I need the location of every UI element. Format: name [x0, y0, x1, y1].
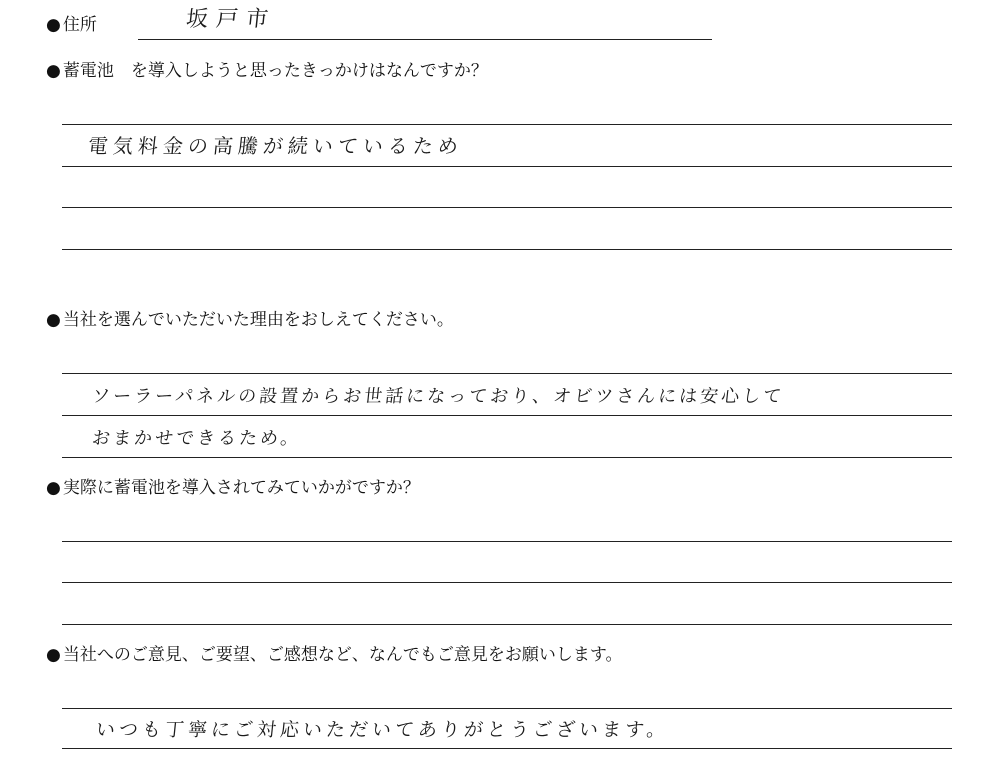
answer-reason-line-1: ソーラーパネルの設置からお世話になっており、オビツさんには安心して: [90, 386, 786, 407]
question-impression-label: 実際に蓄電池を導入されてみていかがですか？: [62, 478, 420, 498]
address-underline: [138, 39, 712, 40]
bullet-icon: ●: [46, 310, 61, 330]
address-label: 住所: [62, 15, 97, 35]
question-impression: [46, 477, 420, 499]
answer-line: [62, 373, 952, 374]
answer-line: [62, 541, 952, 542]
bullet-icon: ●: [46, 645, 61, 665]
question-feedback-label: 当社へのご意見、ご要望、ご感想など、なんでもご意見をお願いします。: [62, 645, 623, 665]
question-reason-label: 当社を選んでいただいた理由をおしえてください。: [62, 310, 454, 330]
answer-line: [62, 249, 952, 250]
question-trigger-label: 蓄電池 を導入しようと思ったきっかけはなんですか？: [62, 61, 488, 81]
answer-line: [62, 415, 952, 416]
answer-trigger-line-1: 電気料金の高騰が続いているため: [86, 134, 465, 158]
answer-line: [62, 124, 952, 125]
question-trigger: [46, 60, 488, 82]
answer-line: [62, 207, 952, 208]
answer-line: [62, 166, 952, 167]
answer-line: [62, 582, 952, 583]
bullet-icon: ●: [46, 478, 61, 498]
bullet-icon: ●: [46, 15, 61, 35]
answer-reason-line-2: おまかせできるため。: [90, 428, 303, 449]
question-feedback: [46, 644, 622, 666]
bullet-icon: ●: [46, 61, 61, 81]
answer-line: [62, 624, 952, 625]
address-answer: 坂戸市: [184, 7, 278, 32]
address-label-row: [46, 14, 97, 36]
answer-line: [62, 748, 952, 749]
answer-feedback-line-2: いつも丁寧にご対応いただいてありがとうございます。: [94, 719, 671, 741]
question-reason: [46, 309, 454, 331]
answer-line: [62, 457, 952, 458]
answer-line: [62, 708, 952, 709]
